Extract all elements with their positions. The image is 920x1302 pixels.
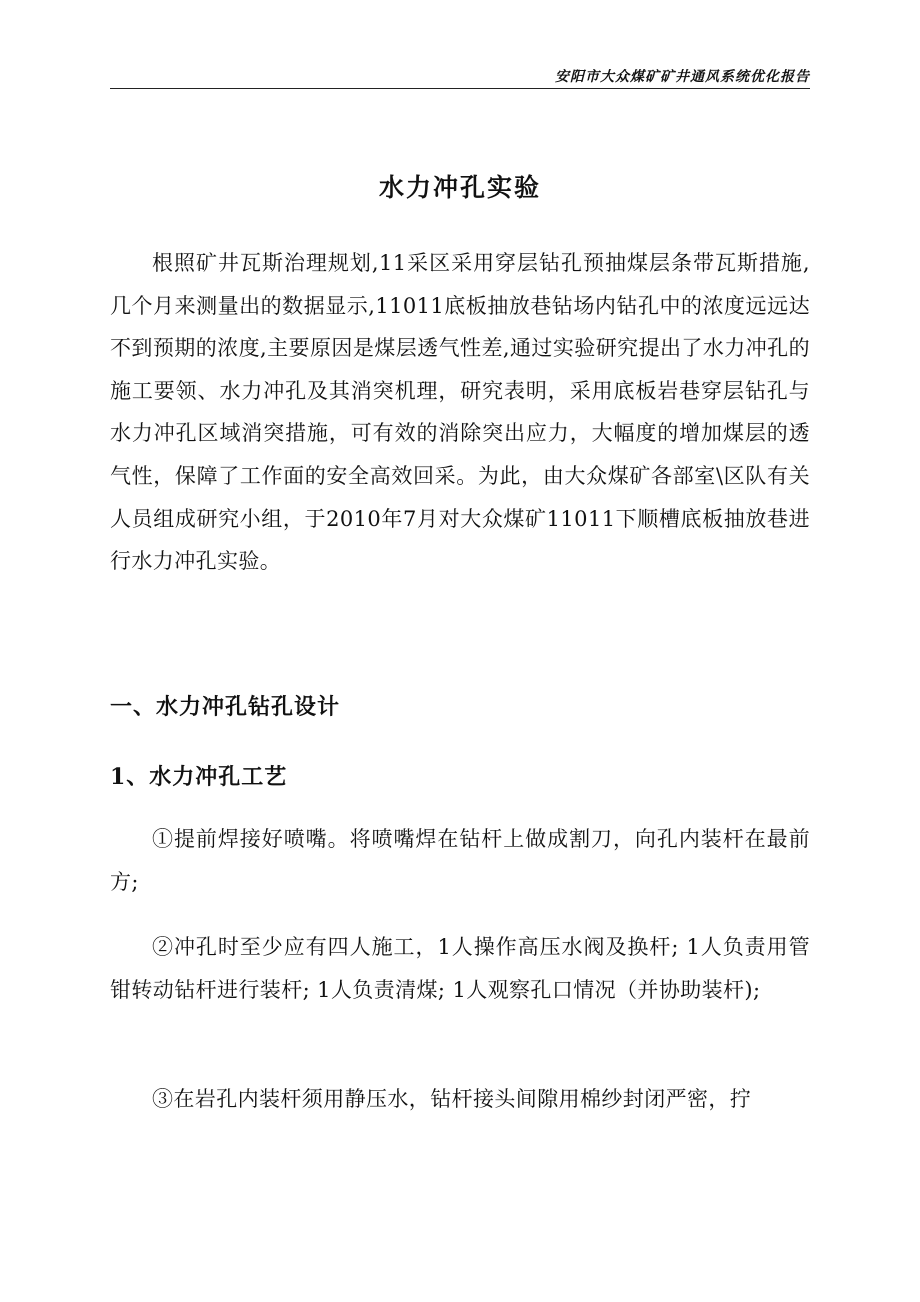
subsection-heading: 1、水力冲孔工艺 (110, 764, 288, 790)
running-header: 安阳市大众煤矿矿井通风系统优化报告 (555, 69, 810, 85)
process-step-1: ①提前焊接好喷嘴。将喷嘴焊在钻杆上做成割刀，向孔内装杆在最前方; (110, 827, 810, 894)
header-divider (110, 88, 810, 89)
process-step-3: ③在岩孔内装杆须用静压水，钻杆接头间隙用棉纱封闭严密，拧 (152, 1087, 752, 1111)
section-heading: 一、水力冲孔钻孔设计 (110, 694, 341, 720)
process-step-2: ②冲孔时至少应有四人施工，1人操作高压水阀及换杆; 1人负责用管钳转动钻杆进行装杆; 1人负责清煤; 1人观察孔口情况（并协助装杆); (110, 935, 810, 1002)
page-title: 水力冲孔实验 (378, 173, 541, 202)
intro-paragraph: 根照矿井瓦斯治理规划,11采区采用穿层钻孔预抽煤层条带瓦斯措施,几个月来测量出的数据显示,11011底板抽放巷钻场内钻孔中的浓度远远达不到预期的浓度,主要原因是煤层透气性差,通过实验研究提出了水力冲孔的施工要领、水力冲孔及其消突机理，研究表明，采用底板岩巷穿层钻孔与水力冲孔区域消突措施，可有效的消除突出应力，大幅度的增加煤层的透气性，保障了工作面的安全高效回采。为此，由大众煤矿各部室\区队有关人员组成研究小组，于2010年7月对大众煤矿11011下顺槽底板抽放巷进行水力冲孔实验。 (110, 251, 810, 574)
